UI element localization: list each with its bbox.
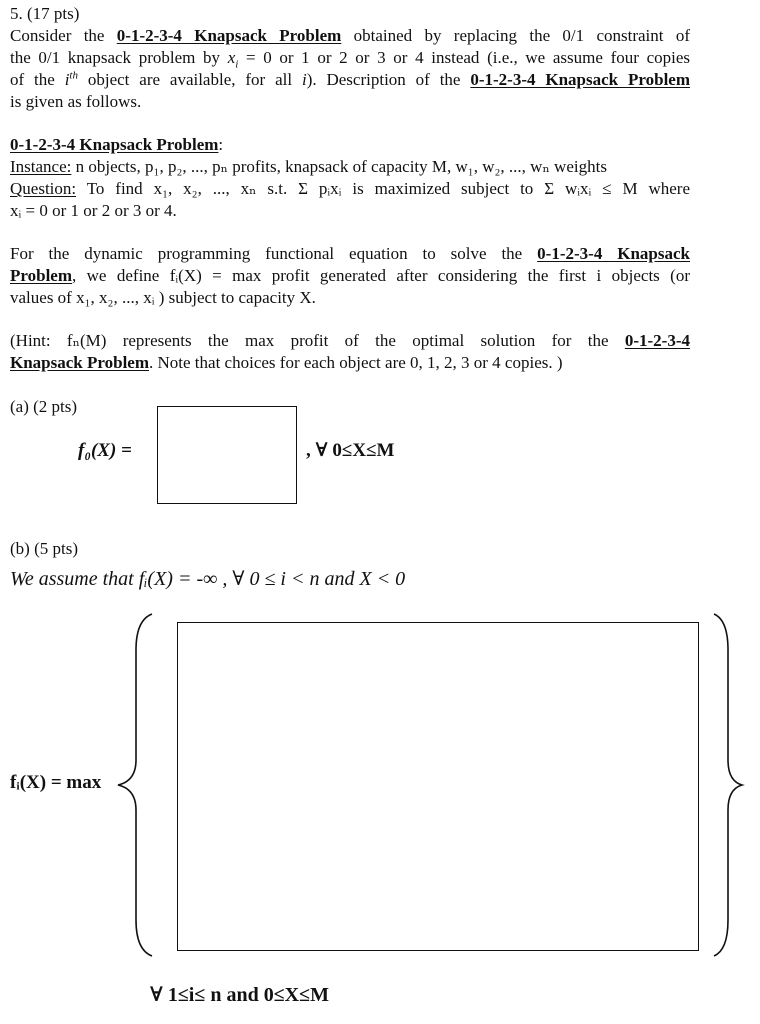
question-line: Question: To find x₁, x₂, ..., xₙ s.t. Σ pᵢxᵢ is maximized subject to Σ wᵢxᵢ ≤ M where bbox=[10, 179, 690, 198]
part-b-domain: ∀ 1≤i≤ n and 0≤X≤M bbox=[150, 984, 329, 1006]
hint bbox=[10, 330, 690, 374]
definition-title: 0-1-2-3-4 Knapsack Problem: bbox=[10, 135, 224, 154]
part-a-answer-box[interactable] bbox=[157, 406, 297, 504]
part-b-lhs: fᵢ(X) = max bbox=[10, 772, 102, 793]
part-a-lhs: f₀(X) = bbox=[78, 440, 132, 461]
dp-line-2: Problem, we define fᵢ(X) = max profit generated after considering the first i objects (or bbox=[10, 266, 690, 285]
instance-line: Instance: n objects, p₁, p₂, ..., pₙ profits, knapsack of capacity M, w₁, w₂, ..., wₙ weights bbox=[10, 157, 607, 176]
part-a-rhs: , ∀ 0≤X≤M bbox=[306, 440, 395, 461]
intro-line-2: the 0/1 knapsack problem by $x_i = 0$ or 1 or 2 or 3 or 4 instead (i.e., we assume four copies bbox=[10, 48, 690, 71]
problem-number: 5. (17 pts) bbox=[10, 4, 80, 23]
part-b-label: (b) (5 pts) bbox=[10, 539, 78, 558]
part-a-label: (a) (2 pts) bbox=[10, 397, 78, 416]
dp-line-1: For the dynamic programming functional equation to solve the 0-1-2-3-4 Knapsack bbox=[10, 244, 690, 263]
intro-line-3: of the $i^{th}$ object are available, for all i). Description of the 0-1-2-3-4 Knapsack Problem bbox=[10, 69, 690, 89]
dp-intro bbox=[10, 243, 690, 309]
intro-line-4: is given as follows. bbox=[10, 92, 142, 111]
right-brace bbox=[708, 610, 748, 960]
dp-line-3: values of x₁, x₂, ..., xᵢ ) subject to capacity X. bbox=[10, 288, 316, 307]
problem-statement bbox=[10, 3, 690, 113]
hint-line-1: (Hint: fₙ(M) represents the max profit of the optimal solution for the 0-1-2-3-4 bbox=[10, 331, 690, 350]
part-b-assumption: We assume that fᵢ(X) = -∞ , ∀ 0 ≤ i < n and X < 0 bbox=[10, 568, 406, 590]
part-b-answer-box[interactable] bbox=[177, 622, 699, 951]
question-line-2: xᵢ = 0 or 1 or 2 or 3 or 4. bbox=[10, 201, 177, 220]
problem-definition bbox=[10, 134, 690, 222]
left-brace bbox=[112, 610, 158, 960]
intro-line-1: Consider the 0-1-2-3-4 Knapsack Problem obtained by replacing the 0/1 constraint of bbox=[10, 26, 690, 45]
hint-line-2: Knapsack Problem. Note that choices for each object are 0, 1, 2, 3 or 4 copies. ) bbox=[10, 353, 563, 372]
